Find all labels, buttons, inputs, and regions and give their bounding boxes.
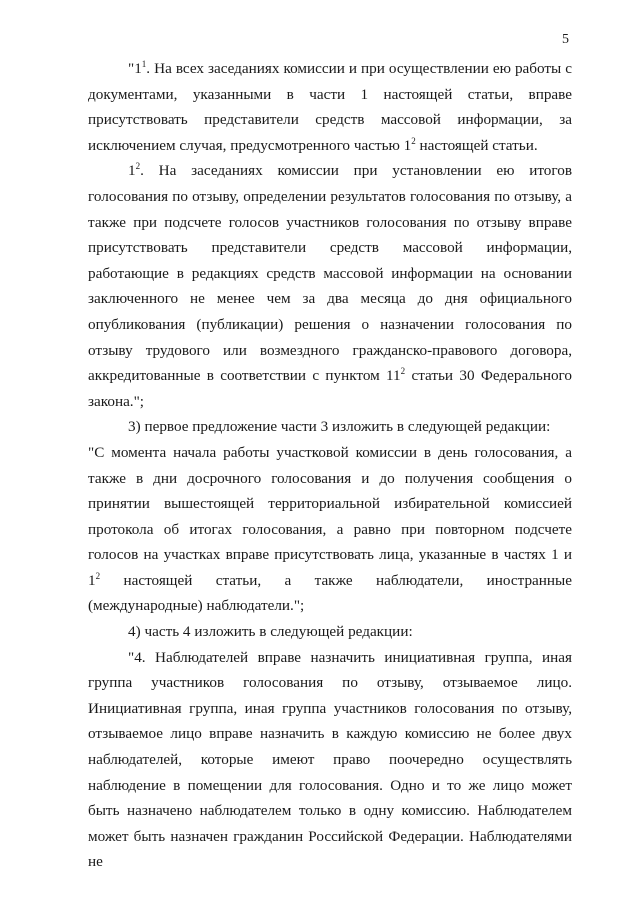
superscript: 2 (135, 161, 141, 172)
paragraph-part-1-2: $1^2$. На заседаниях комиссии при установлении ею итогов голосования по отзыву, определении результатов голосования по отзыву, а также при подсчете голосов участников голосования по отзыву вправе присутствовать представители средств массовой информации, работающие в редакциях средств массовой информации на основании заключенного не менее чем за два месяца до дня официального опубликования (публикации) решения о назначении голосования по отзыву трудового или возмездного гражданско-правового договора, аккредитованные в соответствии с пунктом $11^2$ статьи 30 Федерального закона."; (88, 161, 572, 410)
paragraph-item-4: 4) часть 4 изложить в следующей редакции: (128, 623, 413, 641)
superscript: 2 (411, 135, 416, 146)
document-body (88, 56, 572, 875)
superscript: 2 (400, 366, 406, 377)
paragraph-part-4-text: "4. Наблюдателей вправе назначить инициативная группа, иная группа участников голосования по отзыву, отзываемое лицо. Инициативная группа, иная группа участников голосования по отзыву, отзываемое лицо вправе назначить в каждую комиссию не более двух наблюдателей, которые имеют право поочередно осуществлять наблюдение в помещении для голосования. Одно и то же лицо может быть назначено наблюдателем только в одну комиссию. Наблюдателем может быть назначен гражданин Российской Федерации. Наблюдателями не (88, 648, 572, 871)
superscript: 2 (95, 570, 101, 581)
paragraph-part-3-text: "С момента начала работы участковой комиссии в день голосования, а также в дни досрочного голосования и до получения сообщения о принятии вышестоящей территориальной избирательной комиссией протокола об итогах голосования, а равно при повторном подсчете голосов на участках вправе присутствовать лица, указанные в частях 1 и $1^2$ настоящей статьи, а также наблюдатели, иностранные (международные) наблюдатели."; (88, 443, 572, 615)
paragraph-item-3: 3) первое предложение части 3 изложить в следующей редакции: (128, 418, 551, 436)
superscript: 1 (141, 59, 147, 69)
paragraph-part-1-1: "$1^1$. На всех заседаниях комиссии и при осуществлении ею работы с документами, указанными в части 1 настоящей статьи, вправе присутствовать представители средств массовой информации, за исключением случая, предусмотренного частью $1^2$ настоящей статьи. (88, 59, 572, 154)
page-number: 5 (562, 32, 569, 47)
